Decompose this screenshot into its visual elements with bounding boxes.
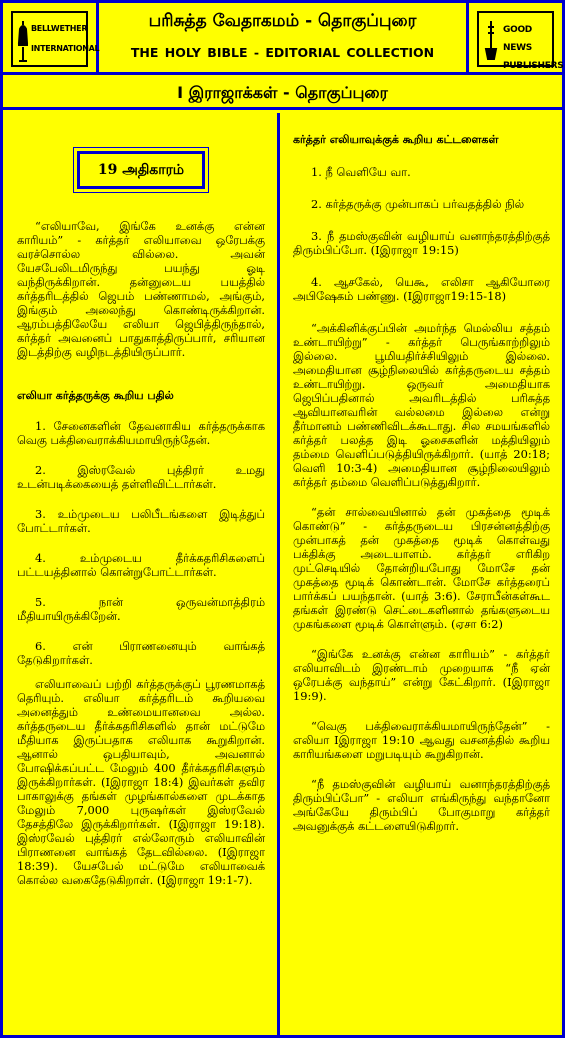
good-news-logo-box <box>466 3 562 75</box>
left-column <box>3 113 280 1035</box>
paragraph: “இங்கே உனக்கு என்ன காரியம்” - கர்த்தர் எலியாவிடம் இரண்டாம் முறையாக “நீ ஏன் ஒரேபக்கு வந்தாய்” என்று கேட்கிறார். (Iஇராஜா 19:9). <box>293 647 550 703</box>
bellwether-logo <box>11 11 100 67</box>
bellwether-logo-text <box>31 19 100 59</box>
chapter-heading: 19 அதிகாரம் <box>77 151 205 189</box>
good-news-logo <box>477 11 564 71</box>
list-item: 6. என் பிராணனையும் வாங்கத் தேடுகிறார்கள். <box>17 639 265 667</box>
paragraph: “தன் சால்வையினால் தன் முகத்தை மூடிக் கொண்டு” - கர்த்தருடைய பிரசன்னத்திற்கு முன்பாகத் தன் முகத்தை மூடிக் கொள்வது பக்திக்கு அடையாளம். கர்த்தர் எரிகிற முட்செடியில் தோன்றியபோது மோசே தன் முகத்தை மூடிக் கொண்டான். மோசே கர்த்தரைப் பார்க்கப் பயந்தான். (யாத் 3:6). சேராபீன்கள்கூட தங்கள் இரண்டு செட்டைகளினால் தங்களுடைய முகங்களை மூடிக் கொள்ளும். (ஏசா 6:2) <box>293 505 550 631</box>
good-news-logo-text <box>503 21 564 75</box>
intro-paragraph: “எலியாவே, இங்கே உனக்கு என்ன காரியம்” - கர்த்தர் எலியாவை ஒரேபக்கு வரச்சொல்ல வில்லை. அவன் யேசபேலிடமிருந்து பயந்து ஓடி வந்திருக்கிறான். தன்னுடைய பயத்தில் கர்த்தரிடத்தில் ஜெபம் பண்ணாமல், அங்கும், இங்கும் அலைந்து கொண்டிருக்கிறான். ஆரம்பத்திலேயே எலியா ஜெபித்திருந்தால், கர்த்தர் அவனைப் பாதுகாத்திருப்பார், சரியான இடத்திற்கு வழிநடத்தியிருப்பார். <box>17 219 265 359</box>
book-subtitle: I இராஜாக்கள் - தொகுப்புரை <box>3 78 562 110</box>
list-item: 3. நீ தமஸ்குவின் வழியாய் வனாந்தரத்திற்குத் திரும்பிப்போ. (Iஇராஜா 19:15) <box>293 229 550 257</box>
bell-icon <box>17 19 29 63</box>
section-heading: எலியா கர்த்தருக்கு கூறிய பதில் <box>17 389 174 402</box>
page-header <box>3 3 562 75</box>
paragraph: “அக்கினிக்குப்பின் அமர்ந்த மெல்லிய சத்தம் உண்டாயிற்று” - கர்த்தர் பெருங்காற்றிலும் இல்லை. பூமியதிர்ச்சியிலும் இல்லை. அமைதியான சூழ்நிலையில் கர்த்தருடைய சத்தம் உண்டாயிற்று. ஒருவர் அமைதியாக ஜெபிப்பதினால் அவரிடத்தில் பரிசுத்த ஆவியானவரின் வல்லமை இல்லை என்று தீர்மானம் பண்ணிவிடக்கூடாது. சில சமயங்களில் கர்த்தர் பலத்த இடி ஓசைகளின் மத்தியிலும் தம்மை வெளிப்படுத்தியிருக்கிறார். (யாத் 20:18; வெளி 10:3-4) அமைதியான சூழ்நிலையிலும் கர்த்தர் தம்மை வெளிப்படுத்துகிறார். <box>293 321 550 489</box>
list-item: 4. உம்முடைய தீர்க்கதரிசிகளைப் பட்டயத்தினால் கொன்றுபோட்டார்கள். <box>17 551 265 579</box>
elijah-answer-list <box>17 419 265 667</box>
trumpet-icon <box>483 19 499 63</box>
list-item: 5. நான் ஒருவன்மாத்திரம் மீதியாயிருக்கிறேன். <box>17 595 265 623</box>
logo-line-2: INTERNATIONAL <box>31 44 100 53</box>
list-item: 4. ஆசகேல், யெகூ, எலிசா ஆகியோரை அபிஷேகம் பண்ணு. (Iஇராஜா19:15-18) <box>293 275 550 303</box>
paragraph: “நீ தமஸ்குவின் வழியாய் வனாந்தரத்திற்குத் திரும்பிப்போ” - எலியா எங்கிருந்து வந்தானோ அங்கேயே திரும்பிப் போகுமாறு கர்த்தர் அவனுக்குக் கட்டளையிடுகிறார். <box>293 777 550 833</box>
section-heading: கர்த்தர் எலியாவுக்குக் கூறிய கட்டளைகள் <box>293 133 499 146</box>
closing-paragraph: எலியாவைப் பற்றி கர்த்தருக்குப் பூரணமாகத் தெரியும். எலியா கர்த்தரிடம் கூறியவை அனைத்தும் உண்மையானவை அல்ல. கர்த்தருடைய தீர்க்கதரிசிகளில் தான் மட்டுமே மீதியாக இருப்பதாக எலியாக கூறுகிறான். ஆனால் ஒபதியாவும், அவனால் போஷிக்கப்பட்ட மேலும் 400 தீர்க்கதரிசிகளும் இருக்கிறார்கள். (Iஇராஜா 18:4) இவர்கள் தவிர பாகாலுக்கு தங்கள் முழங்கால்களை முடக்காத மேலும் 7,000 புருஷர்கள் இஸ்ரவேல் தேசத்திலே இருக்கிறார்கள். (Iஇராஜா 19:18). இஸ்ரவேல் புத்திரர் எல்லோரும் எலியாவின் பிராணனை வாங்கத் தேடவில்லை. (Iஇராஜா 18:39). யேசபேல் மட்டுமே எலியாவைக் கொல்ல வகைதேடுகிறாள். (Iஇராஜா 19:1-7). <box>17 677 265 887</box>
logo-line-1: BELLWETHER <box>31 24 88 33</box>
right-column <box>283 113 562 1035</box>
english-title: THE HOLY BIBLE - EDITORIAL COLLECTION <box>130 45 435 60</box>
list-item: 1. நீ வெளியே வா. <box>311 165 411 179</box>
paragraph: “வெகு பக்திவைராக்கியமாயிருந்தேன்” - எலியா Iஇராஜா 19:10 ஆவது வசனத்தில் கூறிய காரியங்களை மறுபடியும் கூறுகிறான். <box>293 719 550 761</box>
list-item: 2. கர்த்தருக்கு முன்பாகப் பர்வதத்தில் நில் <box>311 197 525 211</box>
logo-line-2: PUBLISHERS <box>503 61 564 71</box>
lord-commands-list <box>293 165 550 303</box>
tamil-title: பரிசுத்த வேதாகமம் - தொகுப்புரை <box>148 11 417 31</box>
list-item: 3. உம்முடைய பலிபீடங்களை இடித்துப் போட்டார்கள். <box>17 507 265 535</box>
bellwether-logo-box <box>3 3 99 75</box>
logo-line-1: GOOD NEWS <box>503 25 532 53</box>
list-item: 1. சேனைகளின் தேவனாகிய கர்த்தருக்காக வெகு பக்திவைராக்கியமாயிருந்தேன். <box>17 419 265 447</box>
list-item: 2. இஸ்ரவேல் புத்திரர் உமது உடன்படிக்கையைத் தள்ளிவிட்டார்கள். <box>17 463 265 491</box>
header-titles <box>102 3 463 75</box>
